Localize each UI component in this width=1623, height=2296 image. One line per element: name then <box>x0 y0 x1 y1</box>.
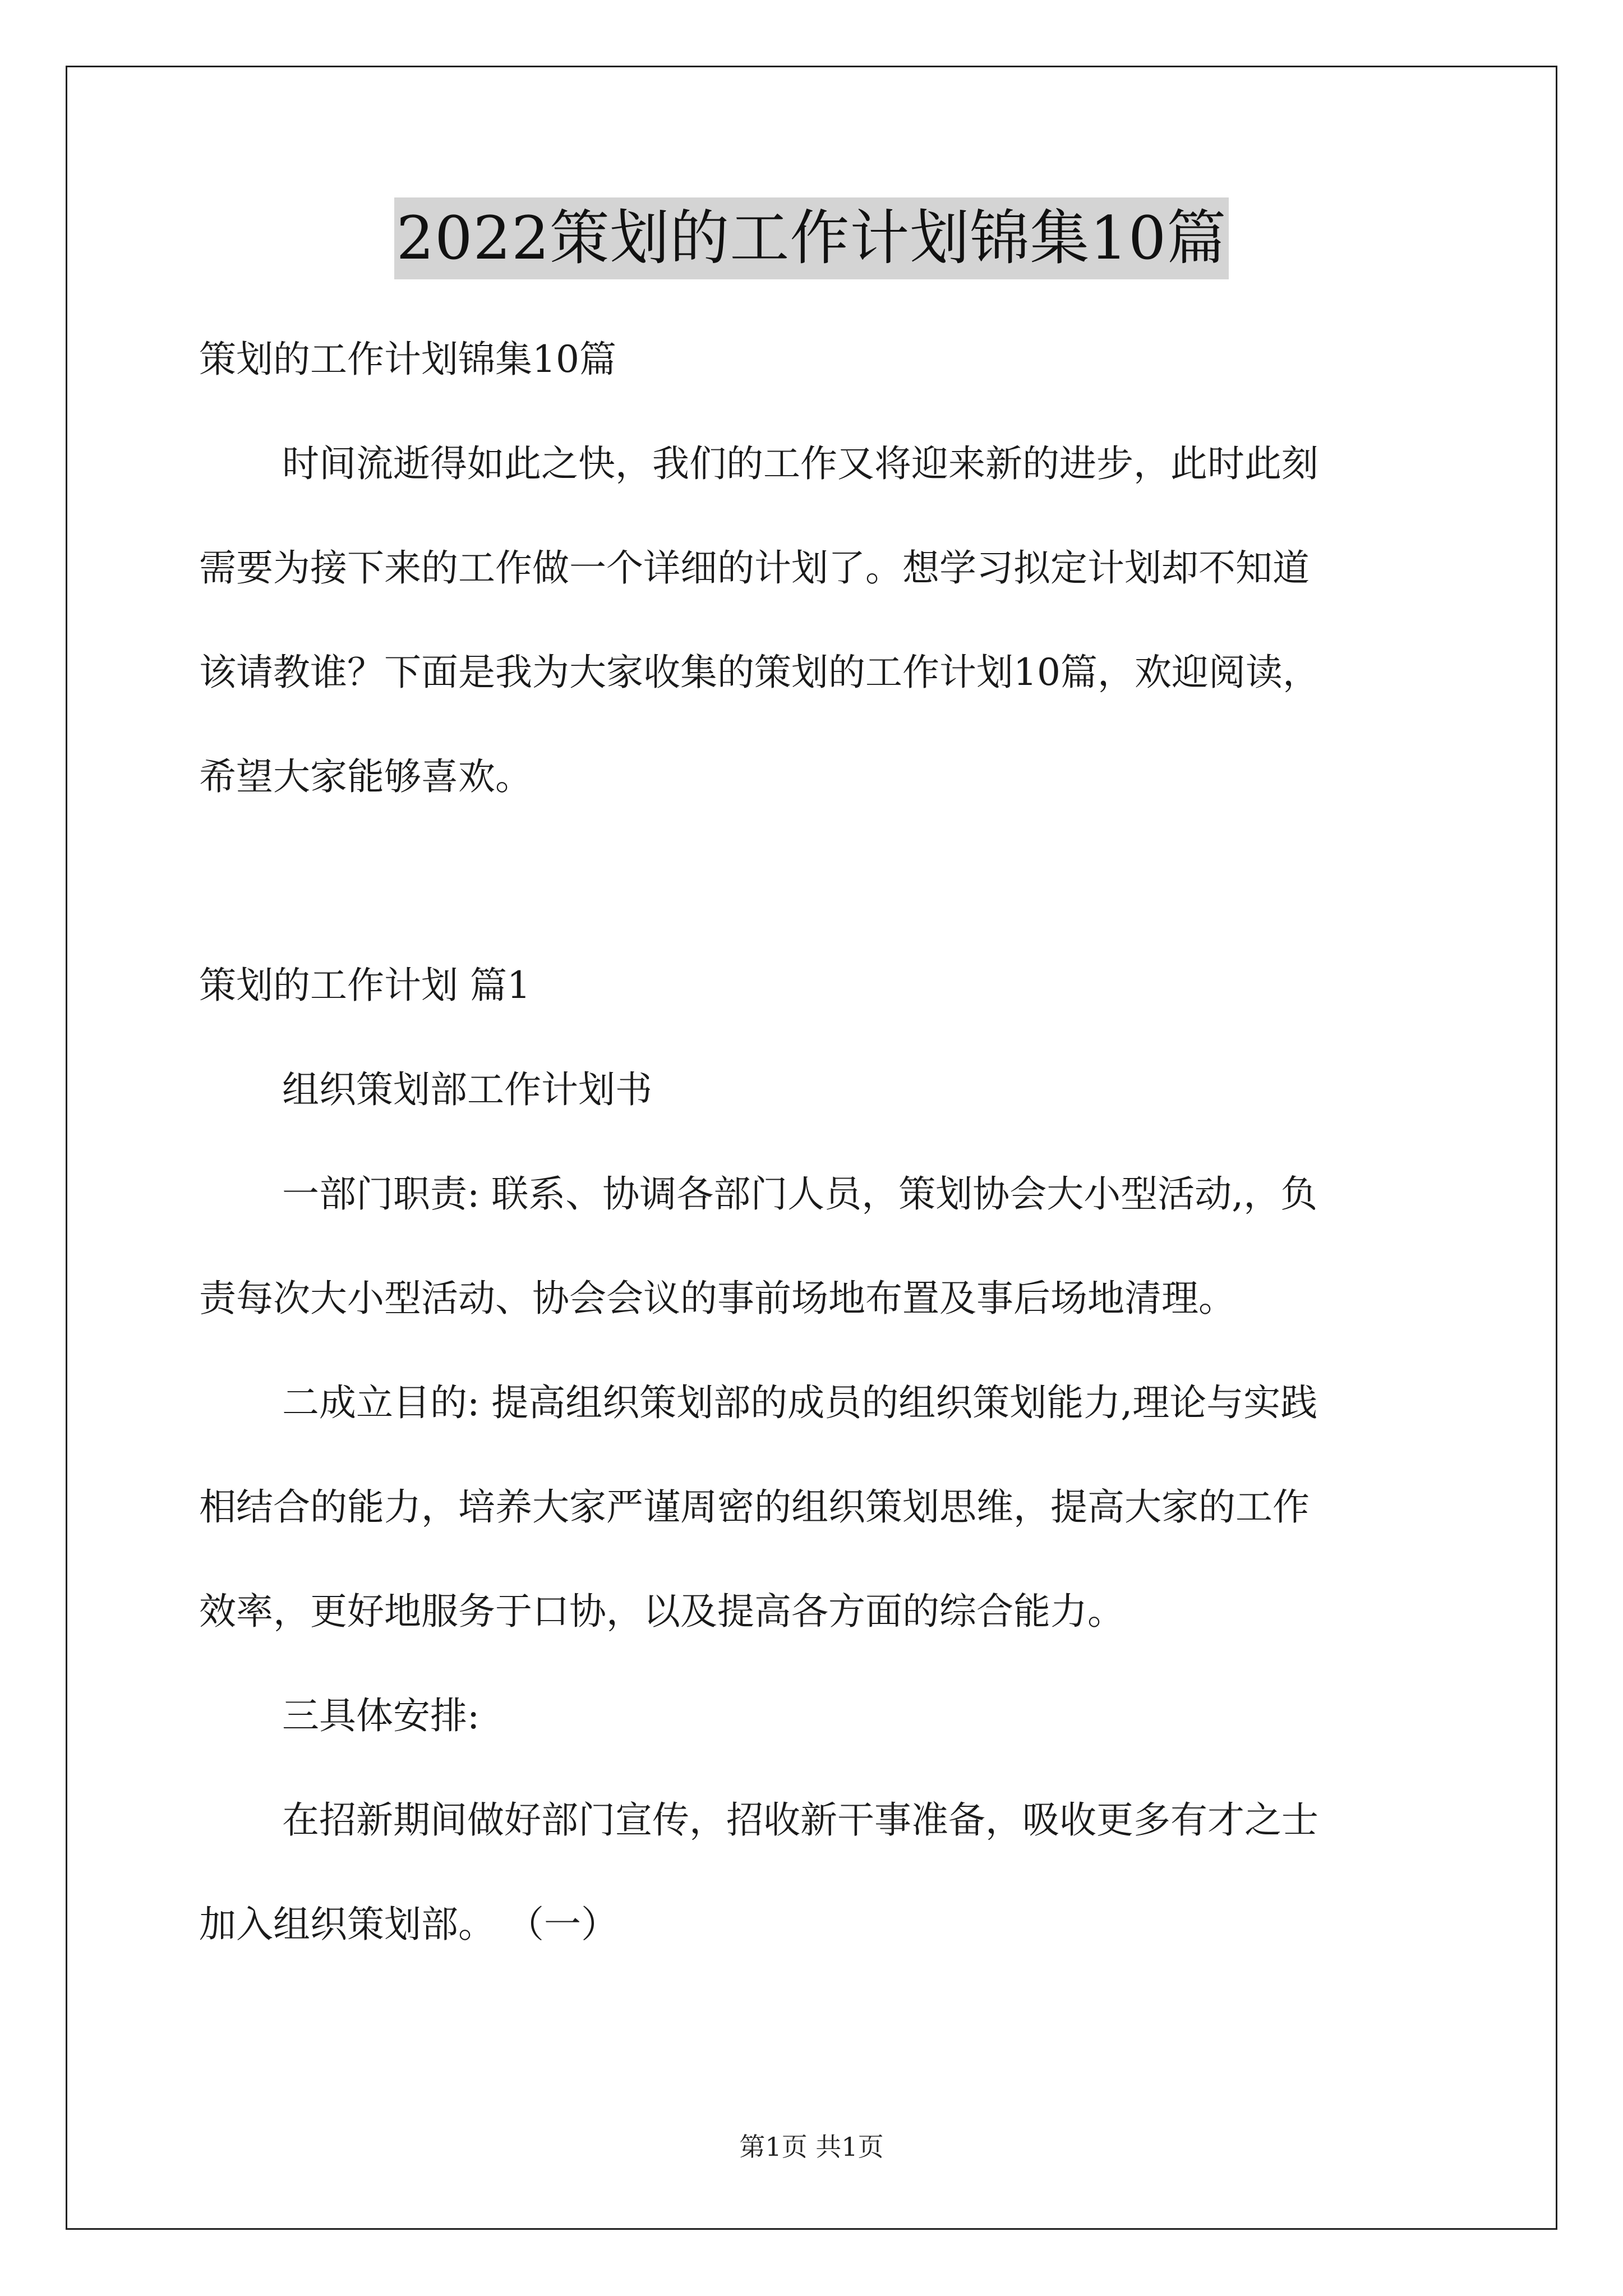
document-title: 2022策划的工作计划锦集10篇 <box>394 197 1229 279</box>
blank-line <box>199 829 1455 933</box>
page-footer: 第1页 共1页 <box>739 2132 884 2162</box>
paragraph-line: 二成立目的: 提高组织策划部的成员的组织策划能力,理论与实践 <box>282 1381 1318 1424</box>
paragraph-line: 该请教谁？下面是我为大家收集的策划的工作计划10篇，欢迎阅读， <box>199 651 1320 694</box>
paragraph-line: 责每次大小型活动、协会会议的事前场地布置及事后场地清理。 <box>199 1277 1235 1320</box>
paragraph-line: 效率，更好地服务于口协，以及提高各方面的综合能力。 <box>199 1590 1124 1633</box>
paragraph-line: 三具体安排: <box>282 1694 480 1737</box>
subtitle-line: 策划的工作计划锦集10篇 <box>199 338 616 381</box>
paragraph-line: 加入组织策划部。 （一） <box>199 1903 618 1946</box>
paragraph-line: 需要为接下来的工作做一个详细的计划了。想学习拟定计划却不知道 <box>199 546 1310 590</box>
document-body <box>199 307 1455 1977</box>
section-heading: 策划的工作计划 篇1 <box>199 964 531 1007</box>
title-container <box>0 197 1623 279</box>
paragraph-line: 希望大家能够喜欢。 <box>199 755 532 798</box>
paragraph-line: 相结合的能力，培养大家严谨周密的组织策划思维，提高大家的工作 <box>199 1485 1310 1529</box>
paragraph-line: 时间流逝得如此之快，我们的工作又将迎来新的进步，此时此刻 <box>282 442 1318 485</box>
paragraph-line: 组织策划部工作计划书 <box>282 1068 652 1111</box>
paragraph-line: 在招新期间做好部门宣传，招收新干事准备，吸收更多有才之士 <box>282 1798 1318 1842</box>
paragraph-line: 一部门职责: 联系、协调各部门人员，策划协会大小型活动,，负 <box>282 1172 1318 1216</box>
